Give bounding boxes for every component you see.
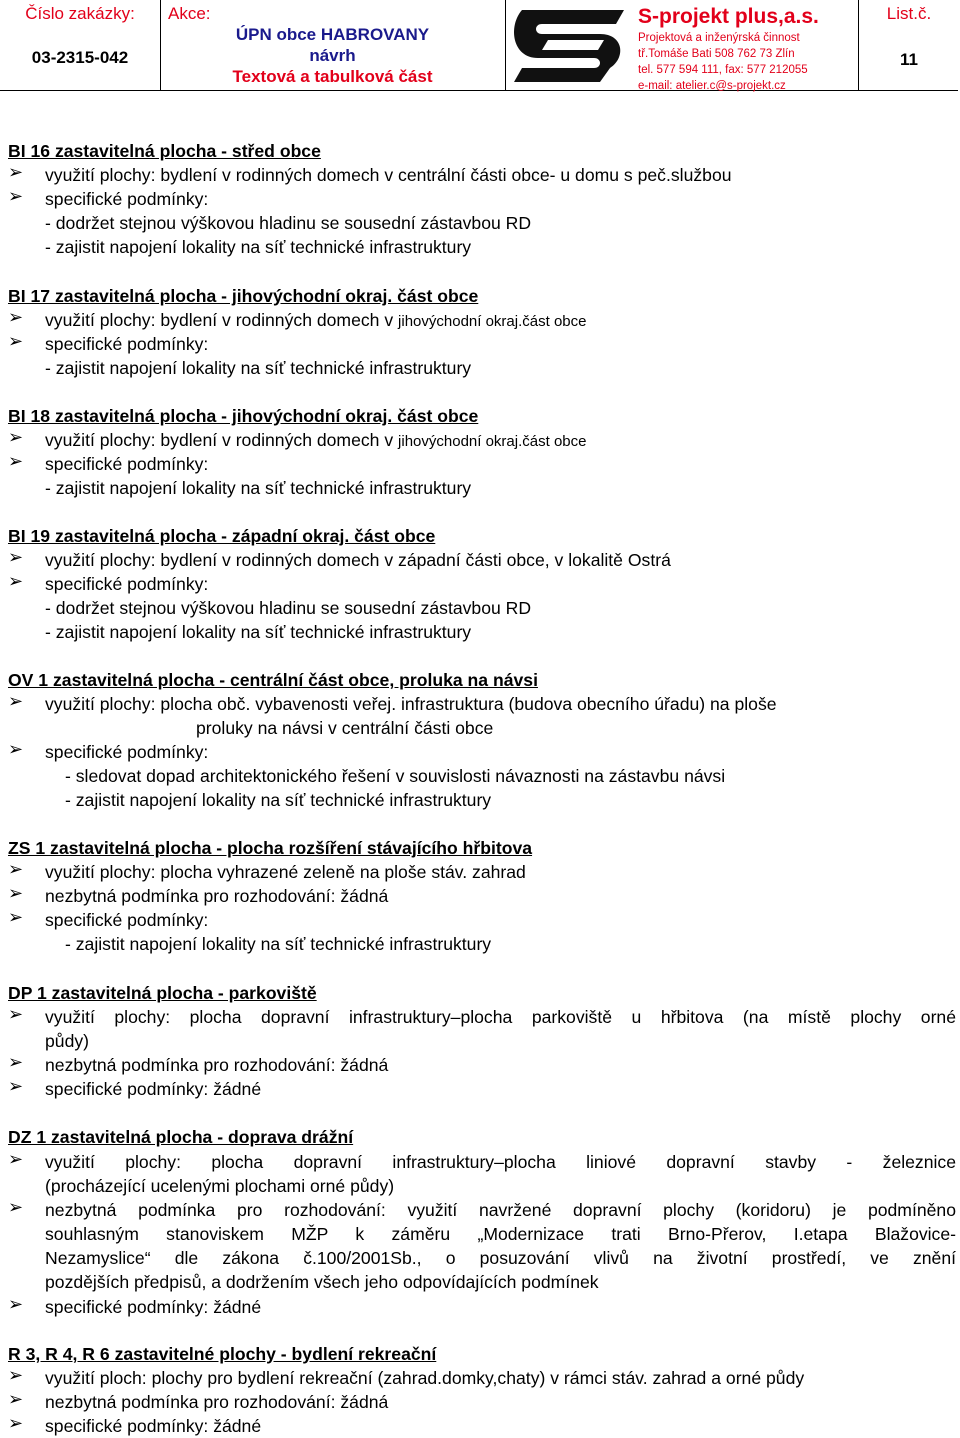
company-activity: Projektová a inženýrská činnost bbox=[638, 32, 800, 44]
section-title: BI 18 zastavitelná plocha - jihovýchodní okraj. část obce bbox=[8, 406, 479, 426]
arrowhead-bullet-icon: ➢ bbox=[8, 883, 24, 903]
use-text-continued: proluky na návsi v centrální části obce bbox=[196, 718, 494, 738]
use-text: využití plochy: plocha obč. vybavenosti veřej. infrastruktura (budova obecního úřadu) na ploše bbox=[45, 694, 777, 714]
page-header bbox=[0, 0, 960, 92]
section-title: BI 16 zastavitelná plocha - střed obce bbox=[8, 141, 321, 161]
decision-condition-continued: souhlasným stanoviskem MŽP k záměru „Modernizace trati Brno-Přerov, I.etapa Blažovice- bbox=[45, 1224, 956, 1244]
company-name: S-projekt plus,a.s. bbox=[638, 5, 819, 28]
use-text-continued: půdy) bbox=[45, 1031, 90, 1051]
section-title: DP 1 zastavitelná plocha - parkoviště bbox=[8, 983, 317, 1003]
use-text: využití plochy: plocha dopravní infrastruktury–plocha parkoviště u hřbitova (na místě plochy orné bbox=[45, 1007, 956, 1027]
decision-condition: nezbytná podmínka pro rozhodování: žádná bbox=[45, 886, 389, 906]
arrowhead-bullet-icon: ➢ bbox=[8, 1197, 24, 1217]
specific-conditions-label: specifické podmínky: žádné bbox=[45, 1416, 262, 1436]
action-line-1: ÚPN obce HABROVANY bbox=[235, 25, 430, 44]
use-text: využití plochy: plocha vyhrazené zeleně na ploše stáv. zahrad bbox=[45, 862, 526, 882]
arrowhead-bullet-icon: ➢ bbox=[8, 162, 24, 182]
arrowhead-bullet-icon: ➢ bbox=[8, 907, 24, 927]
section-title: R 3, R 4, R 6 zastavitelné plochy - bydlení rekreační bbox=[8, 1344, 437, 1364]
use-text-continued: (procházející ucelenými plochami orné půdy) bbox=[45, 1176, 395, 1196]
action-line-2: návrh bbox=[309, 46, 356, 65]
arrowhead-bullet-icon: ➢ bbox=[8, 427, 24, 447]
use-text: využití plochy: bydlení v rodinných domech v západní části obce, v lokalitě Ostrá bbox=[45, 550, 671, 570]
arrowhead-bullet-icon: ➢ bbox=[8, 571, 24, 591]
arrowhead-bullet-icon: ➢ bbox=[8, 1389, 24, 1409]
arrowhead-bullet-icon: ➢ bbox=[8, 451, 24, 471]
arrowhead-bullet-icon: ➢ bbox=[8, 547, 24, 567]
specific-conditions-label: specifické podmínky: žádné bbox=[45, 1079, 262, 1099]
condition-item: - zajistit napojení lokality na síť technické infrastruktury bbox=[45, 358, 472, 378]
specific-conditions-label: specifické podmínky: bbox=[45, 334, 209, 354]
use-text: využití ploch: plochy pro bydlení rekreační (zahrad.domky,chaty) v rámci stáv. zahrad a orné půdy bbox=[45, 1368, 805, 1388]
order-number: 03-2315-042 bbox=[31, 48, 129, 67]
decision-condition-continued: Nezamyslice“ dle zákona č.100/2001Sb., o posuzování vlivů na životní prostředí, ve znění bbox=[45, 1248, 956, 1268]
section-title: BI 17 zastavitelná plocha - jihovýchodní okraj. část obce bbox=[8, 286, 479, 306]
use-text: využití plochy: bydlení v rodinných domech v centrální části obce- u domu s peč.službou bbox=[45, 165, 732, 185]
section-title: BI 19 zastavitelná plocha - západní okraj. část obce bbox=[8, 526, 436, 546]
section-title: OV 1 zastavitelná plocha - centrální část obce, proluka na návsi bbox=[8, 670, 538, 690]
condition-item: - zajistit napojení lokality na síť technické infrastruktury bbox=[65, 790, 492, 810]
arrowhead-bullet-icon: ➢ bbox=[8, 1413, 24, 1433]
specific-conditions-label: specifické podmínky: bbox=[45, 189, 209, 209]
decision-condition-continued: pozdějších předpisů, a dodržením všech jeho odpovídajících podmínek bbox=[45, 1272, 599, 1292]
arrowhead-bullet-icon: ➢ bbox=[8, 739, 24, 759]
arrowhead-bullet-icon: ➢ bbox=[8, 1365, 24, 1385]
use-text-location: jihovýchodní okraj.část obce bbox=[398, 433, 587, 450]
header-divider bbox=[505, 0, 506, 90]
header-divider bbox=[858, 0, 859, 90]
condition-item: - sledovat dopad architektonického řešení v souvislosti návaznosti na zástavbu návsi bbox=[65, 766, 726, 786]
decision-condition: nezbytná podmínka pro rozhodování: využití navržené dopravní plochy (koridoru) je podmíněno bbox=[45, 1200, 956, 1220]
company-phone: tel. 577 594 111, fax: 577 212055 bbox=[638, 64, 808, 76]
arrowhead-bullet-icon: ➢ bbox=[8, 307, 24, 327]
specific-conditions-label: specifické podmínky: žádné bbox=[45, 1297, 262, 1317]
sheet-number: 11 bbox=[900, 50, 918, 69]
sheet-label: List.č. bbox=[886, 4, 932, 23]
action-line-3: Textová a tabulková část bbox=[232, 67, 433, 86]
specific-conditions-label: specifické podmínky: bbox=[45, 742, 209, 762]
section-title: DZ 1 zastavitelná plocha - doprava drážní bbox=[8, 1127, 354, 1147]
decision-condition: nezbytná podmínka pro rozhodování: žádná bbox=[45, 1055, 389, 1075]
action-label: Akce: bbox=[168, 4, 211, 23]
condition-item: - dodržet stejnou výškovou hladinu se sousední zástavbou RD bbox=[45, 213, 532, 233]
specific-conditions-label: specifické podmínky: bbox=[45, 910, 209, 930]
decision-condition: nezbytná podmínka pro rozhodování: žádná bbox=[45, 1392, 389, 1412]
use-text-main: využití plochy: bydlení v rodinných domech v bbox=[45, 310, 399, 330]
use-text: využití plochy: plocha dopravní infrastruktury–plocha liniové dopravní stavby - železnice bbox=[45, 1152, 956, 1172]
company-block bbox=[638, 4, 858, 94]
arrowhead-bullet-icon: ➢ bbox=[8, 1004, 24, 1024]
company-email: e-mail: atelier.c@s-projekt.cz bbox=[638, 80, 786, 92]
action-title bbox=[160, 24, 505, 87]
arrowhead-bullet-icon: ➢ bbox=[8, 859, 24, 879]
use-text-location: jihovýchodní okraj.část obce bbox=[398, 313, 587, 330]
arrowhead-bullet-icon: ➢ bbox=[8, 1149, 24, 1169]
condition-item: - zajistit napojení lokality na síť technické infrastruktury bbox=[45, 622, 472, 642]
section-title: ZS 1 zastavitelná plocha - plocha rozšíření stávajícího hřbitova bbox=[8, 838, 533, 858]
arrowhead-bullet-icon: ➢ bbox=[8, 1076, 24, 1096]
s-projekt-logo bbox=[508, 4, 630, 88]
specific-conditions-label: specifické podmínky: bbox=[45, 574, 209, 594]
use-text bbox=[45, 429, 956, 453]
arrowhead-bullet-icon: ➢ bbox=[8, 186, 24, 206]
arrowhead-bullet-icon: ➢ bbox=[8, 1052, 24, 1072]
arrowhead-bullet-icon: ➢ bbox=[8, 331, 24, 351]
condition-item: - dodržet stejnou výškovou hladinu se sousední zástavbou RD bbox=[45, 598, 532, 618]
condition-item: - zajistit napojení lokality na síť technické infrastruktury bbox=[45, 478, 472, 498]
condition-item: - zajistit napojení lokality na síť technické infrastruktury bbox=[65, 934, 492, 954]
use-text-main: využití plochy: bydlení v rodinných domech v bbox=[45, 430, 399, 450]
condition-item: - zajistit napojení lokality na síť technické infrastruktury bbox=[45, 237, 472, 257]
use-text bbox=[45, 309, 956, 333]
arrowhead-bullet-icon: ➢ bbox=[8, 1294, 24, 1314]
specific-conditions-label: specifické podmínky: bbox=[45, 454, 209, 474]
company-address: tř.Tomáše Bati 508 762 73 Zlín bbox=[638, 48, 795, 60]
order-number-label: Číslo zakázky: bbox=[25, 4, 135, 23]
arrowhead-bullet-icon: ➢ bbox=[8, 691, 24, 711]
